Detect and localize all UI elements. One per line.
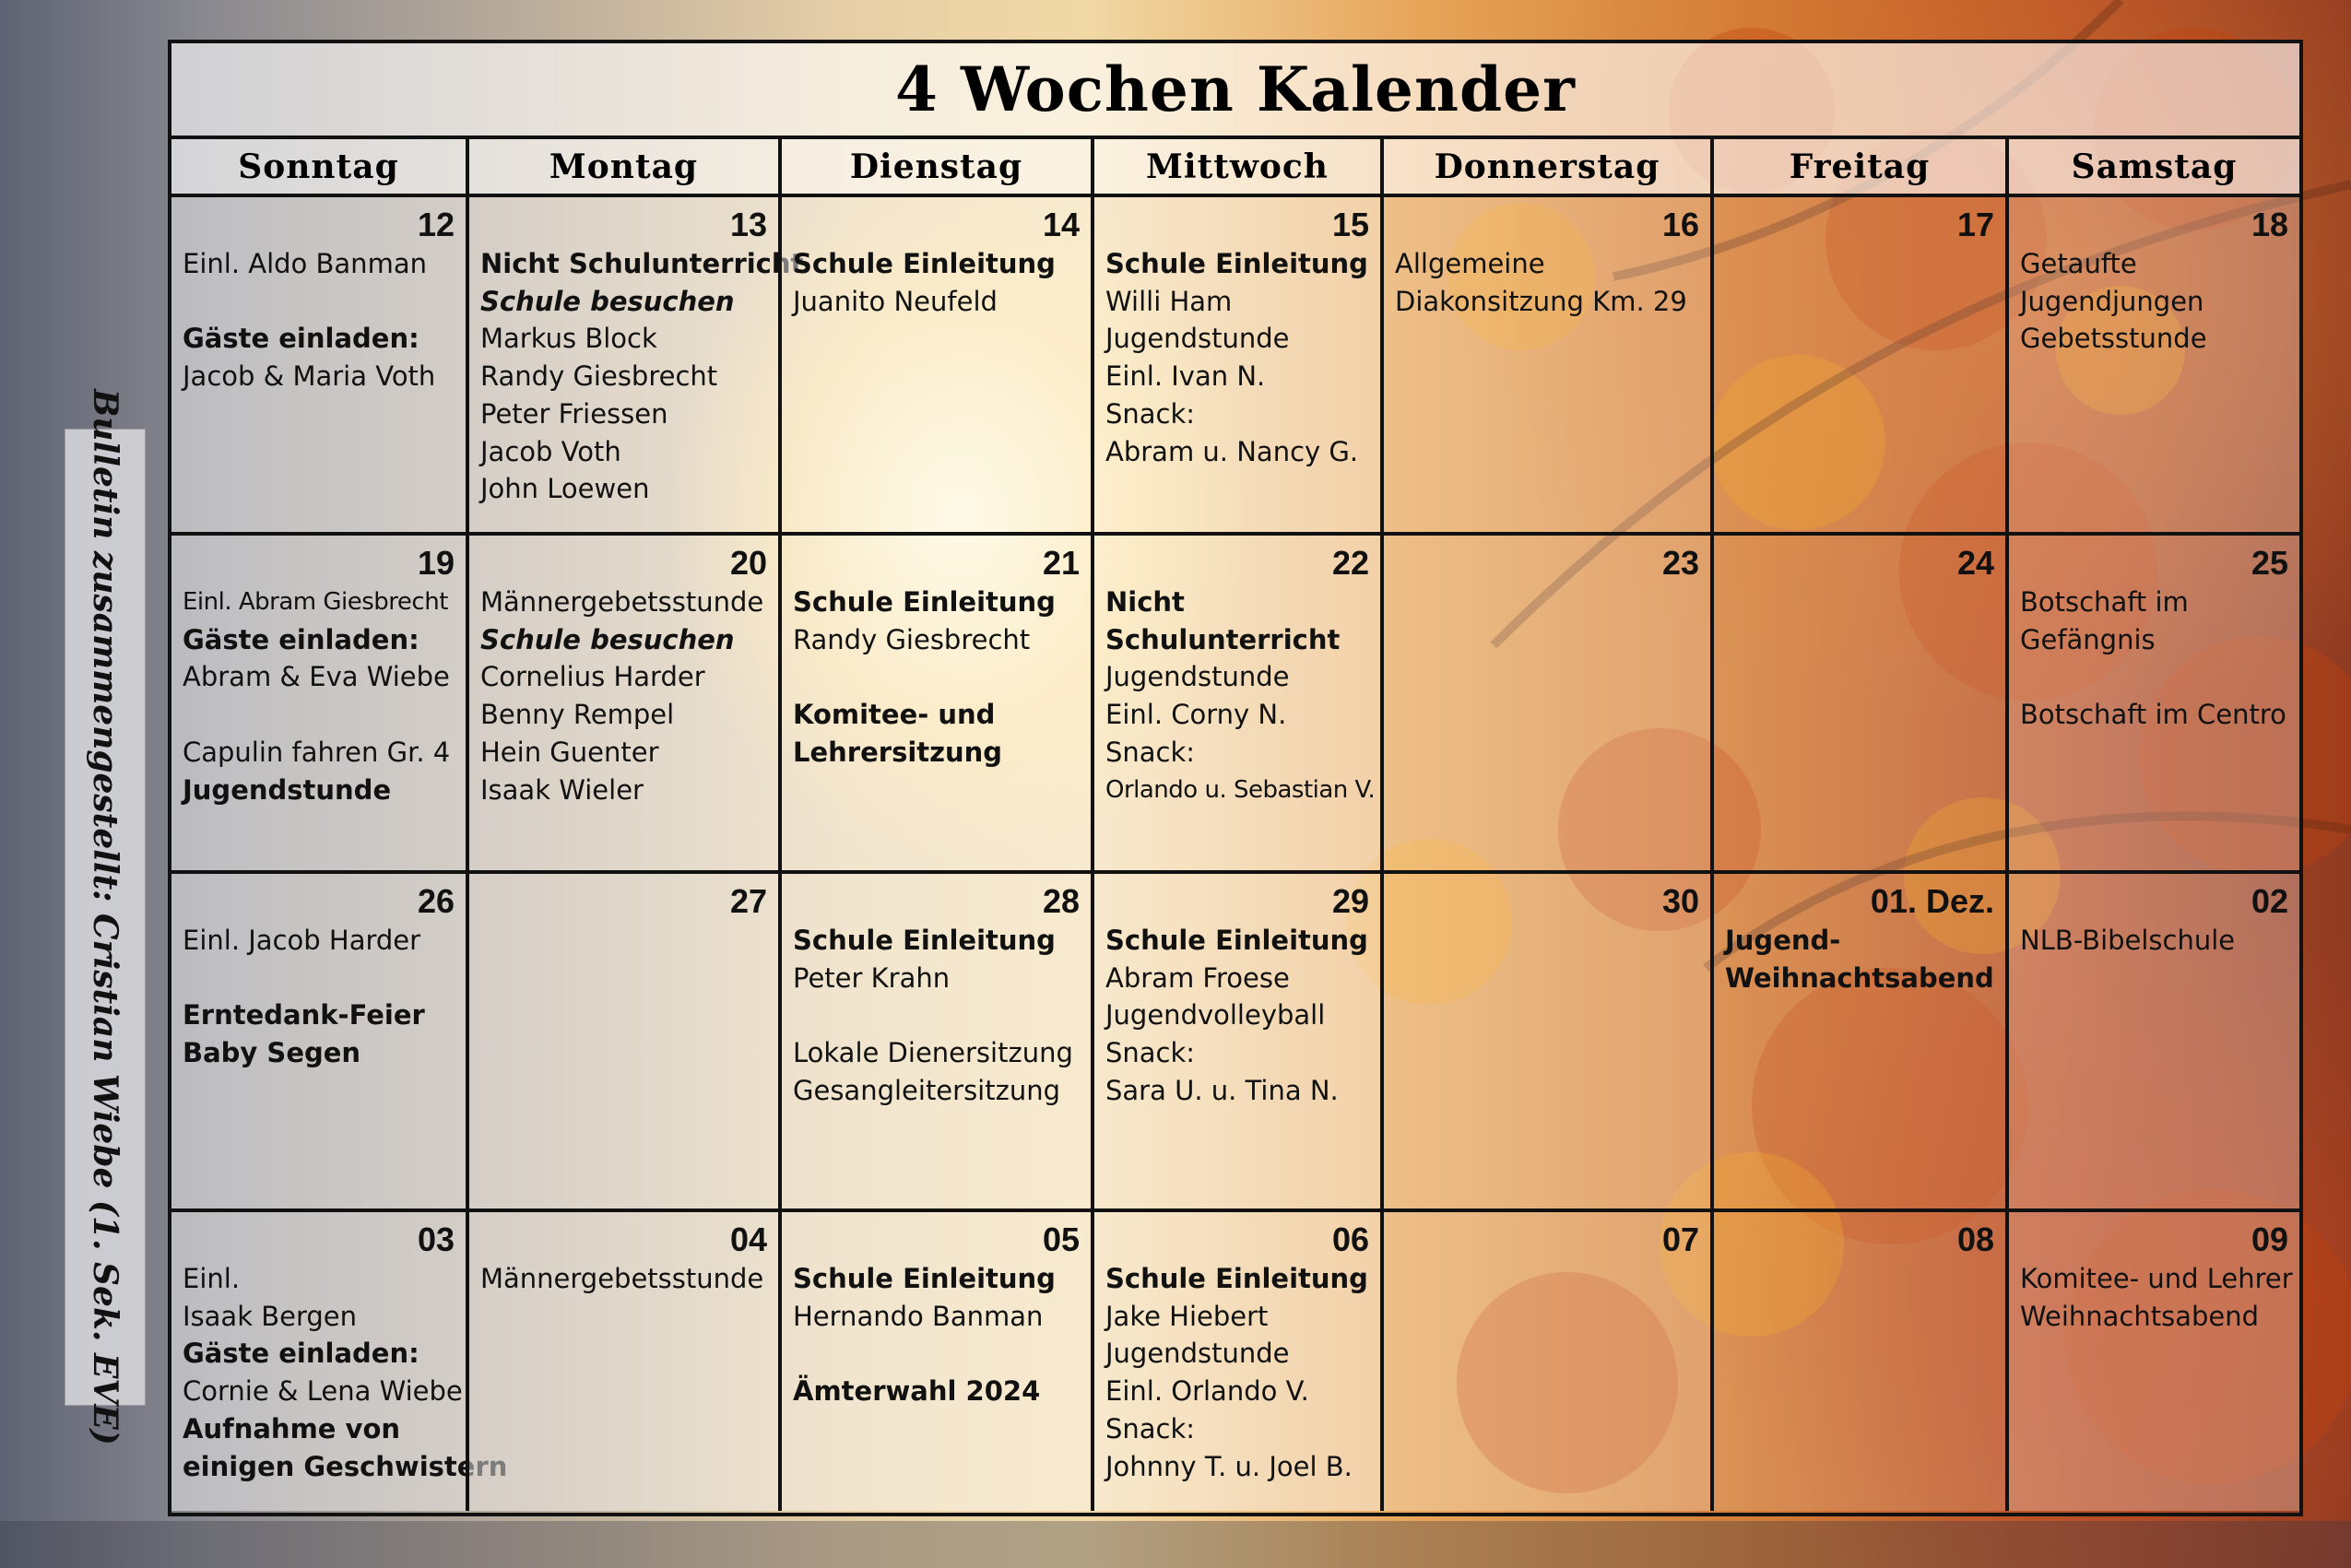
event-line: Snack: xyxy=(1105,736,1196,768)
weekday-dienstag: Dienstag xyxy=(782,139,1094,194)
event-line: Snack: xyxy=(1105,1412,1196,1444)
day-entries xyxy=(1105,584,1376,808)
event-line: Randy Giesbrecht xyxy=(480,360,718,393)
weekday-montag: Montag xyxy=(469,139,782,194)
event-line xyxy=(183,696,455,734)
event-line: Weihnachtsabend xyxy=(2020,1300,2260,1332)
calendar-day-cell xyxy=(1714,536,2009,874)
weekday-donnerstag: Donnerstag xyxy=(1384,139,1714,194)
day-entries xyxy=(1105,245,1369,470)
event-line: Snack: xyxy=(1105,397,1196,430)
day-entries xyxy=(480,584,767,808)
event-line: Einl. Orlando V. xyxy=(1105,1375,1309,1408)
event-line: Hernando Banman xyxy=(793,1300,1044,1332)
event-line: Ämterwahl 2024 xyxy=(793,1375,1041,1408)
event-line: Gefängnis xyxy=(2020,623,2156,655)
day-number: 23 xyxy=(1661,544,1699,582)
calendar-day-cell xyxy=(1094,536,1384,874)
calendar-day-cell xyxy=(1384,1212,1714,1511)
event-line: Schule Einleitung xyxy=(1105,1263,1368,1294)
day-number: 20 xyxy=(729,544,767,582)
event-line: Einl. Corny N. xyxy=(1105,699,1287,731)
event-line xyxy=(793,996,1080,1034)
event-line: Snack: xyxy=(1105,1037,1196,1069)
day-number: 14 xyxy=(1042,206,1080,243)
event-line: Jacob & Maria Voth xyxy=(183,360,436,393)
event-line: Schule Einleitung xyxy=(793,586,1056,618)
event-line: Jacob Voth xyxy=(480,435,621,467)
event-line: Gäste einladen: xyxy=(183,623,419,655)
weekday-samstag: Samstag xyxy=(2009,139,2299,194)
event-line: Cornelius Harder xyxy=(480,661,705,693)
event-line: Gäste einladen: xyxy=(183,323,419,355)
day-entries xyxy=(1105,1260,1369,1485)
day-entries xyxy=(183,245,455,395)
calendar-day-cell xyxy=(2009,536,2299,874)
day-number: 22 xyxy=(1331,544,1369,582)
calendar-day-cell xyxy=(171,536,469,874)
event-line: Jugendstunde xyxy=(1105,1338,1290,1370)
event-line: Isaak Wieler xyxy=(480,773,644,806)
event-line: Getaufte xyxy=(2020,248,2137,279)
day-number: 16 xyxy=(1661,206,1699,243)
event-line: Abram u. Nancy G. xyxy=(1105,435,1359,467)
event-line: Männergebetsstunde xyxy=(480,1263,764,1294)
day-entries xyxy=(2020,1260,2293,1335)
event-line: Baby Segen xyxy=(183,1037,361,1069)
event-line: Jugendstunde xyxy=(1105,661,1290,693)
event-line: Nicht Schulunterricht xyxy=(480,248,804,279)
day-entries xyxy=(1395,245,1699,320)
event-line: Männergebetsstunde xyxy=(480,586,764,618)
event-line: Cornie & Lena Wiebe xyxy=(183,1375,463,1408)
event-line: Abram Froese xyxy=(1105,961,1290,994)
event-line: Orlando u. Sebastian V. xyxy=(1105,775,1376,804)
day-number: 08 xyxy=(1956,1220,1994,1258)
event-line: Isaak Bergen xyxy=(183,1300,357,1332)
event-line: Botschaft im Centro xyxy=(2020,699,2286,731)
event-line xyxy=(183,283,455,321)
event-line: Einl. Aldo Banman xyxy=(183,248,427,279)
event-line: Peter Krahn xyxy=(793,961,951,994)
event-line: Willi Ham xyxy=(1105,285,1233,317)
day-number: 02 xyxy=(2251,882,2288,920)
day-number: 05 xyxy=(1042,1220,1080,1258)
event-line: Gesangleitersitzung xyxy=(793,1074,1060,1106)
day-number: 06 xyxy=(1331,1220,1369,1258)
event-line: Weihnachtsabend xyxy=(1725,961,1994,994)
day-entries xyxy=(480,245,804,508)
event-line: Sara U. u. Tina N. xyxy=(1105,1074,1339,1106)
day-entries xyxy=(183,922,455,1072)
day-entries xyxy=(480,1260,767,1298)
day-number: 15 xyxy=(1331,206,1369,243)
event-line: Schule Einleitung xyxy=(1105,925,1368,956)
day-entries xyxy=(2020,922,2288,960)
calendar-day-cell xyxy=(469,874,782,1212)
event-line: Einl. xyxy=(183,1263,241,1294)
calendar xyxy=(168,40,2303,1516)
day-number: 18 xyxy=(2251,206,2288,243)
day-number: 01. Dez. xyxy=(1870,882,1994,920)
calendar-day-cell xyxy=(469,197,804,536)
day-number: 07 xyxy=(1661,1220,1699,1258)
event-line: Erntedank-Feier xyxy=(183,999,425,1032)
event-line xyxy=(183,960,455,997)
event-line: Jugend- xyxy=(1725,925,1841,956)
event-line: Jugendjungen xyxy=(2020,285,2204,317)
bulletin-credit-text: Bulletin zusammengestellt: Cristian Wiebe (1. Sek. EVE) xyxy=(86,389,124,1445)
event-line: Benny Rempel xyxy=(480,699,675,731)
calendar-day-cell xyxy=(782,197,1094,536)
day-entries xyxy=(793,584,1080,772)
weekday-mittwoch: Mittwoch xyxy=(1094,139,1384,194)
event-line: Gebetsstunde xyxy=(2020,323,2207,355)
event-line: Schule besuchen xyxy=(480,285,735,317)
event-line: Nicht xyxy=(1105,586,1185,618)
event-line: Randy Giesbrecht xyxy=(793,623,1031,655)
event-line: Botschaft im xyxy=(2020,586,2189,618)
day-entries xyxy=(2020,245,2288,358)
event-line: Schule Einleitung xyxy=(793,1263,1056,1294)
calendar-day-cell xyxy=(171,874,469,1212)
event-line: Lokale Dienersitzung xyxy=(793,1037,1073,1069)
day-number: 17 xyxy=(1956,206,1994,243)
event-line: Lehrersitzung xyxy=(793,736,1003,768)
event-line: John Loewen xyxy=(480,473,650,505)
event-line: Johnny T. u. Joel B. xyxy=(1105,1450,1353,1482)
event-line: Markus Block xyxy=(480,323,657,355)
calendar-day-cell xyxy=(469,536,782,874)
calendar-day-cell xyxy=(1094,197,1384,536)
calendar-day-cell xyxy=(171,1212,508,1511)
day-number: 21 xyxy=(1042,544,1080,582)
event-line: Schule besuchen xyxy=(480,623,735,655)
calendar-day-cell xyxy=(469,1212,782,1511)
day-entries xyxy=(793,245,1080,320)
day-number: 30 xyxy=(1661,882,1699,920)
event-line: Jugendstunde xyxy=(1105,323,1290,355)
calendar-day-cell xyxy=(1714,197,2009,536)
event-line xyxy=(793,1335,1080,1373)
calendar-day-cell xyxy=(2009,874,2299,1212)
event-line: Einl. Jacob Harder xyxy=(183,925,421,956)
calendar-day-cell xyxy=(171,197,469,536)
event-line: Schule Einleitung xyxy=(793,925,1056,956)
calendar-title: 4 Wochen Kalender xyxy=(171,43,2299,139)
weekday-freitag: Freitag xyxy=(1714,139,2009,194)
calendar-day-cell xyxy=(782,536,1094,874)
event-line: Aufnahme von xyxy=(183,1412,401,1444)
bulletin-credit-panel xyxy=(65,389,146,1445)
day-number: 19 xyxy=(417,544,455,582)
day-number: 29 xyxy=(1331,882,1369,920)
calendar-day-cell xyxy=(1714,874,2009,1212)
event-line: Komitee- und Lehrer xyxy=(2020,1263,2293,1294)
event-line xyxy=(2020,658,2288,696)
event-line: Juanito Neufeld xyxy=(793,285,998,317)
event-line: Gäste einladen: xyxy=(183,1338,419,1370)
calendar-day-cell xyxy=(1384,197,1714,536)
day-entries xyxy=(2020,584,2288,734)
day-number: 25 xyxy=(2251,544,2288,582)
calendar-day-cell xyxy=(2009,1212,2299,1511)
event-line: Schulunterricht xyxy=(1105,623,1341,655)
day-entries xyxy=(793,922,1080,1110)
event-line: Schule Einleitung xyxy=(1105,248,1368,279)
event-line: Jake Hiebert xyxy=(1105,1300,1269,1332)
event-line: Hein Guenter xyxy=(480,736,659,768)
day-number: 13 xyxy=(729,206,767,243)
day-number: 24 xyxy=(1956,544,1994,582)
event-line: Diakonsitzung Km. 29 xyxy=(1395,285,1687,317)
weekday-sonntag: Sonntag xyxy=(171,139,469,194)
calendar-day-cell xyxy=(782,874,1094,1212)
day-number: 28 xyxy=(1042,882,1080,920)
day-number: 03 xyxy=(417,1220,455,1258)
event-line: NLB-Bibelschule xyxy=(2020,925,2236,956)
calendar-day-cell xyxy=(2009,197,2299,536)
event-line: Allgemeine xyxy=(1395,248,1545,279)
day-entries xyxy=(183,584,455,808)
day-number: 26 xyxy=(417,882,455,920)
event-line: Einl. Ivan N. xyxy=(1105,360,1266,393)
day-number: 04 xyxy=(729,1220,767,1258)
day-entries xyxy=(1725,922,1994,996)
calendar-day-cell xyxy=(1094,1212,1384,1511)
calendar-day-cell xyxy=(1714,1212,2009,1511)
event-line: Abram & Eva Wiebe xyxy=(183,661,450,693)
calendar-day-cell xyxy=(1094,874,1384,1212)
event-line: Schule Einleitung xyxy=(793,248,1056,279)
calendar-day-cell xyxy=(782,1212,1094,1511)
event-line: Komitee- und xyxy=(793,699,996,731)
calendar-grid xyxy=(171,197,2299,1511)
event-line: Capulin fahren Gr. 4 xyxy=(183,736,451,768)
day-number: 09 xyxy=(2251,1220,2288,1258)
day-entries xyxy=(793,1260,1080,1410)
day-number: 27 xyxy=(729,882,767,920)
event-line: Jugendvolleyball xyxy=(1105,999,1326,1032)
day-number: 12 xyxy=(417,206,455,243)
weekday-header-row xyxy=(171,139,2299,197)
event-line: Jugendstunde xyxy=(183,773,392,806)
day-entries xyxy=(183,1260,508,1485)
event-line: Einl. Abram Giesbrecht xyxy=(183,588,448,616)
event-line: einigen Geschwistern xyxy=(183,1450,508,1482)
event-line xyxy=(793,658,1080,696)
day-entries xyxy=(1105,922,1369,1110)
event-line: Peter Friessen xyxy=(480,397,668,430)
calendar-day-cell xyxy=(1384,874,1714,1212)
calendar-day-cell xyxy=(1384,536,1714,874)
